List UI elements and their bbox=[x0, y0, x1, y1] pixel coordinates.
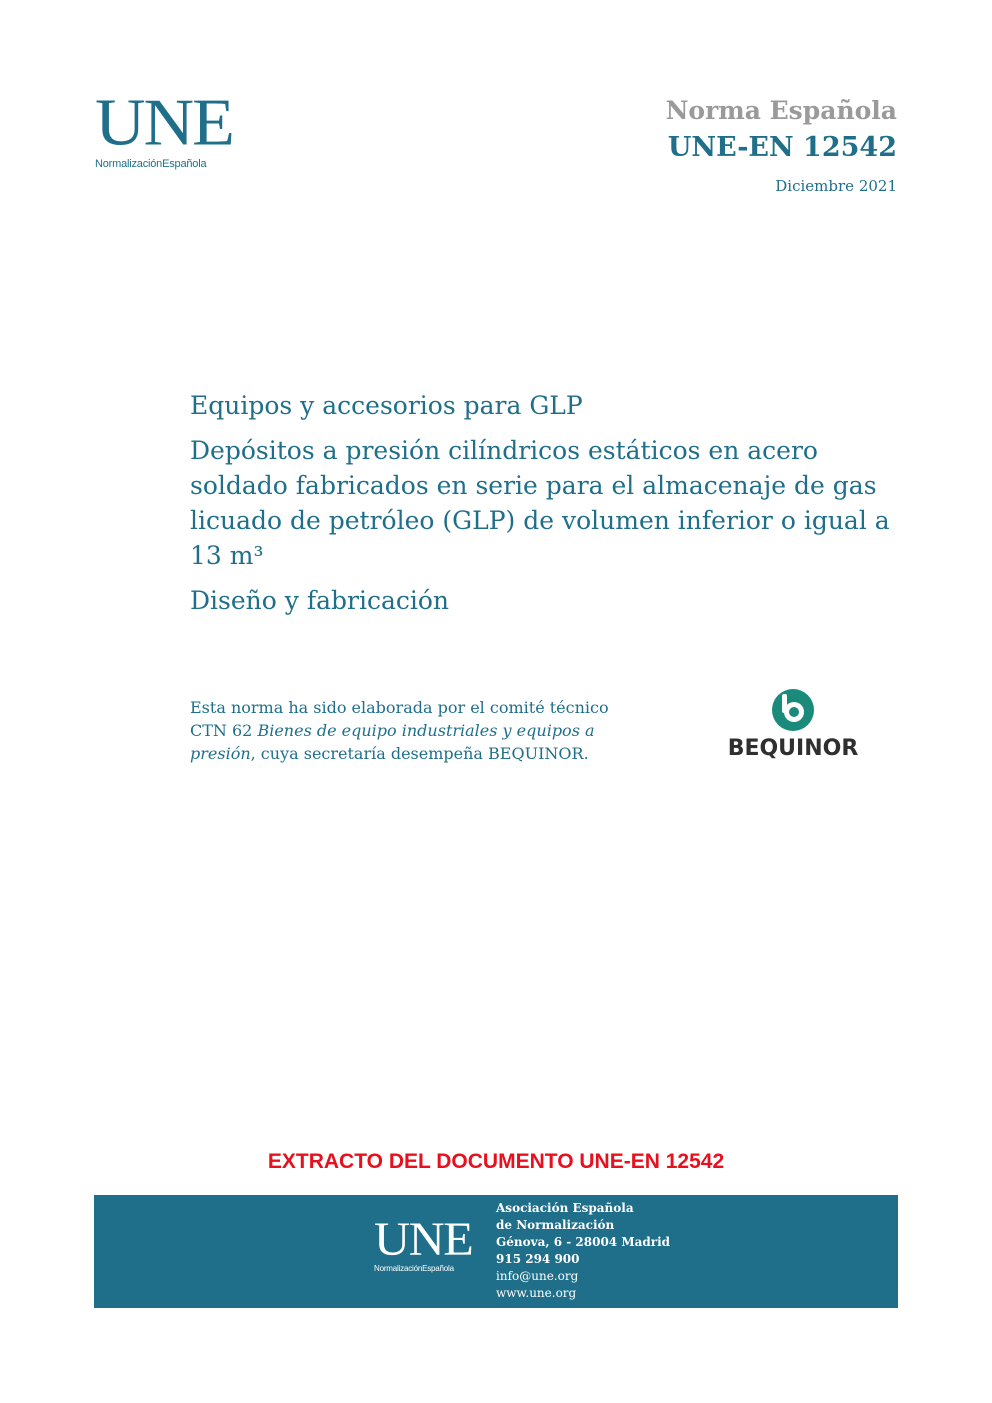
committee-secretariat: , cuya secretaría desempeña BEQUINOR. bbox=[250, 744, 589, 763]
committee-info bbox=[190, 696, 660, 765]
une-logo-letters: UNE bbox=[95, 86, 233, 160]
footer-une-logo-letters: UNE bbox=[374, 1212, 473, 1266]
footer-web[interactable]: www.une.org bbox=[496, 1286, 577, 1300]
title-line-3: Diseño y fabricación bbox=[190, 586, 449, 615]
footer-email[interactable]: info@une.org bbox=[496, 1269, 579, 1283]
bequinor-mark-icon bbox=[771, 688, 815, 732]
title-line-1: Equipos y accesorios para GLP bbox=[190, 391, 583, 420]
committee-ctn: CTN 62 bbox=[190, 721, 253, 740]
une-logo-tagline-part1: Normalización bbox=[95, 158, 163, 170]
document-titles bbox=[190, 388, 910, 618]
committee-intro: Esta norma ha sido elaborada por el comité técnico bbox=[190, 698, 609, 717]
une-logo-tagline-part2: Española bbox=[162, 158, 207, 170]
extract-notice: EXTRACTO DEL DOCUMENTO UNE-EN 12542 bbox=[267, 1150, 725, 1173]
title-line-2: Depósitos a presión cilíndricos estáticos en acero soldado fabricados en serie para el almacenaje de gas licuado de petróleo (GLP) de volumen inferior o igual a 13 m³ bbox=[190, 436, 890, 570]
footer-une-logo-tagline-part1: Normalización bbox=[374, 1264, 423, 1273]
footer-address: Génova, 6 - 28004 Madrid bbox=[496, 1235, 671, 1249]
footer-contact bbox=[496, 1200, 670, 1302]
bequinor-name: BEQUINOR bbox=[727, 736, 859, 761]
committee-ctn-name: Bienes de equipo industriales y equipos a presión bbox=[190, 721, 595, 763]
footer-une-logo bbox=[374, 1212, 494, 1273]
une-logo-tagline bbox=[95, 158, 245, 170]
norma-date: Diciembre 2021 bbox=[775, 177, 897, 195]
une-logo bbox=[95, 86, 245, 170]
footer-une-logo-tagline-part2: Española bbox=[422, 1264, 454, 1273]
footer-phone: 915 294 900 bbox=[496, 1252, 580, 1266]
footer-org-line1: Asociación Española bbox=[496, 1201, 634, 1215]
footer-org-line2: de Normalización bbox=[496, 1218, 615, 1232]
norma-code: UNE-EN 12542 bbox=[667, 132, 897, 163]
norma-label: Norma Española bbox=[665, 96, 897, 125]
bequinor-logo bbox=[718, 688, 868, 761]
